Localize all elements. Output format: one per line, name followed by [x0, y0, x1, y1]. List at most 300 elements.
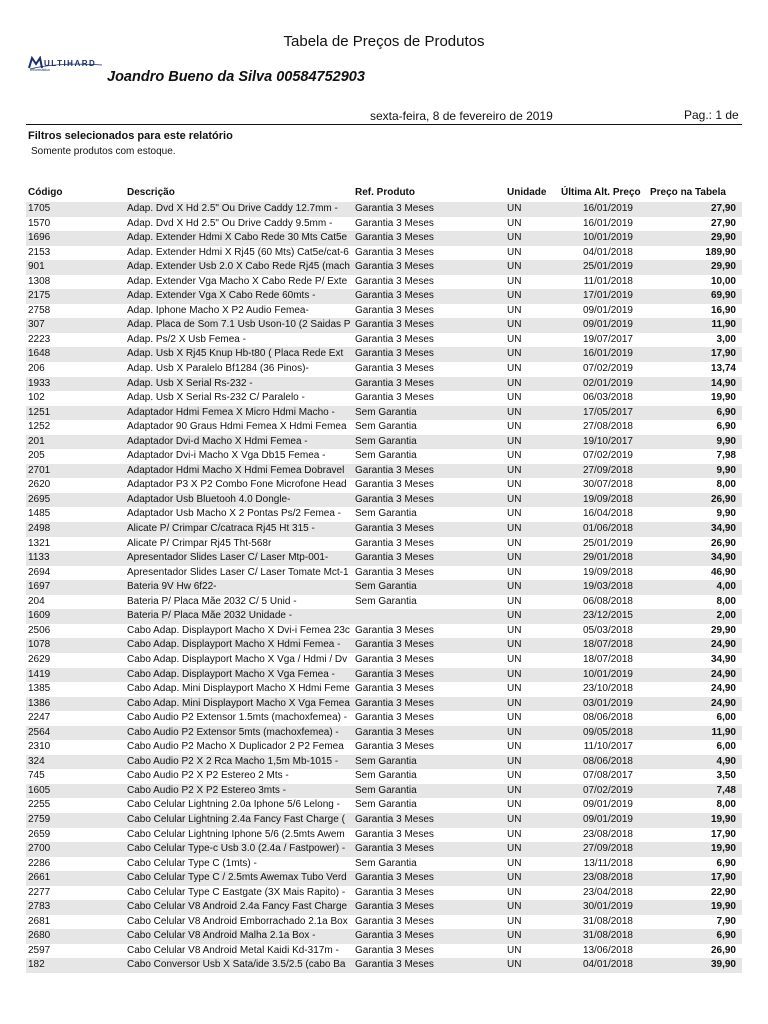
table-row [26, 886, 742, 901]
cell-description: Cabo Celular Lightning 2.4a Fancy Fast Charge ( [127, 813, 345, 825]
cell-description: Cabo Celular Type-c Usb 3.0 (2.4a / Fastpower) - [127, 843, 346, 855]
table-row [26, 755, 742, 770]
cell-description: Cabo Audio P2 Extensor 5mts (machoxfemea) - [127, 726, 339, 738]
cell-ref: Garantia 3 Meses [355, 479, 434, 491]
cell-description: Adaptador P3 X P2 Combo Fone Microfone Head [127, 479, 347, 491]
cell-description: Adap. Iphone Macho X P2 Audio Femea- [127, 304, 309, 316]
table-row [26, 915, 742, 930]
page-number: Pag.: 1 de [684, 108, 739, 122]
cell-unit: UN [507, 959, 522, 971]
cell-description: Cabo Celular Lightning Iphone 5/6 (2.5mts Awem [127, 828, 345, 840]
cell-description: Bateria 9V Hw 6f22- [127, 581, 217, 593]
cell-ref: Sem Garantia [355, 857, 417, 869]
cell-unit: UN [507, 392, 522, 404]
cell-price: 29,90 [710, 624, 736, 636]
cell-code: 1419 [28, 668, 51, 680]
cell-unit: UN [507, 348, 522, 360]
cell-date: 09/05/2018 [582, 726, 633, 738]
table-row [26, 929, 742, 944]
cell-price: 16,90 [710, 304, 736, 316]
cell-description: Cabo Audio P2 Macho X Duplicador 2 P2 Femea [127, 741, 344, 753]
cell-description: Cabo Celular V8 Android 2.4a Fancy Fast Charge [127, 901, 348, 913]
cell-unit: UN [507, 581, 522, 593]
cell-unit: UN [507, 828, 522, 840]
report-date: sexta-feira, 8 de fevereiro de 2019 [370, 109, 553, 123]
cell-unit: UN [507, 813, 522, 825]
table-row [26, 726, 742, 741]
cell-unit: UN [507, 319, 522, 331]
cell-code: 2759 [28, 813, 51, 825]
cell-date: 30/07/2018 [582, 479, 633, 491]
cell-date: 09/01/2019 [582, 304, 633, 316]
cell-code: 182 [28, 959, 45, 971]
cell-description: Adaptador Usb Macho X 2 Pontas Ps/2 Femea - [127, 508, 341, 520]
cell-ref: Sem Garantia [355, 406, 417, 418]
cell-code: 1385 [28, 683, 51, 695]
cell-date: 11/10/2017 [583, 741, 633, 753]
col-unit-header: Unidade [507, 187, 547, 198]
cell-ref: Garantia 3 Meses [355, 901, 434, 913]
cell-ref: Garantia 3 Meses [355, 915, 434, 927]
cell-description: Cabo Celular Type C Eastgate (3X Mais Rapito) - [127, 886, 346, 898]
cell-date: 11/01/2018 [583, 275, 633, 287]
cell-unit: UN [507, 479, 522, 491]
logo-subtext: Informática [30, 67, 50, 72]
cell-unit: UN [507, 595, 522, 607]
cell-ref: Garantia 3 Meses [355, 726, 434, 738]
cell-code: 2700 [28, 843, 51, 855]
cell-unit: UN [507, 886, 522, 898]
cell-ref: Garantia 3 Meses [355, 668, 434, 680]
cell-code: 1705 [28, 203, 51, 214]
cell-ref: Garantia 3 Meses [355, 552, 434, 564]
cell-description: Adaptador Hdmi Femea X Micro Hdmi Macho - [127, 406, 335, 418]
cell-date: 13/11/2018 [583, 857, 633, 869]
cell-ref: Garantia 3 Meses [355, 813, 434, 825]
table-row [26, 377, 742, 392]
cell-description: Cabo Conversor Usb X Sata/ide 3.5/2.5 (cabo Ba [127, 959, 346, 971]
cell-unit: UN [507, 304, 522, 316]
cell-description: Adaptador Usb Bluetooh 4.0 Dongle- [127, 493, 291, 505]
table-row [26, 420, 742, 435]
logo-text: ULTIHARD [44, 59, 97, 68]
cell-ref: Garantia 3 Meses [355, 348, 434, 360]
cell-ref: Garantia 3 Meses [355, 639, 434, 651]
cell-unit: UN [507, 653, 522, 665]
table-row [26, 202, 742, 217]
cell-code: 1251 [28, 406, 51, 418]
cell-ref: Garantia 3 Meses [355, 464, 434, 476]
cell-description: Cabo Audio P2 X 2 Rca Macho 1,5m Mb-1015 - [127, 755, 339, 767]
cell-ref: Garantia 3 Meses [355, 217, 434, 229]
cell-unit: UN [507, 770, 522, 782]
cell-code: 2223 [28, 333, 51, 345]
cell-date: 19/09/2018 [582, 566, 633, 578]
cell-code: 901 [28, 261, 45, 273]
cell-description: Cabo Adap. Displayport Macho X Vga Femea - [127, 668, 335, 680]
cell-price: 13,74 [710, 363, 736, 375]
cell-date: 07/02/2019 [582, 784, 633, 796]
cell-price: 9,90 [716, 464, 736, 476]
cell-date: 23/12/2015 [582, 610, 633, 622]
cell-date: 09/01/2019 [582, 813, 633, 825]
table-row [26, 740, 742, 755]
cell-unit: UN [507, 944, 522, 956]
cell-unit: UN [507, 261, 522, 273]
cell-price: 8,00 [716, 595, 736, 607]
cell-description: Cabo Celular V8 Android Malha 2.1a Box - [127, 930, 316, 942]
cell-ref: Garantia 3 Meses [355, 886, 434, 898]
cell-unit: UN [507, 668, 522, 680]
filters-title: Filtros selecionados para este relatório [28, 130, 233, 142]
cell-price: 14,90 [710, 377, 736, 389]
cell-ref: Sem Garantia [355, 435, 417, 447]
cell-date: 07/02/2019 [582, 450, 633, 462]
table-row [26, 944, 742, 959]
cell-code: 1252 [28, 421, 51, 433]
cell-date: 09/01/2019 [582, 799, 633, 811]
table-row [26, 580, 742, 595]
cell-code: 2629 [28, 653, 51, 665]
cell-price: 8,00 [716, 479, 736, 491]
cell-code: 1609 [28, 610, 51, 622]
cell-ref: Garantia 3 Meses [355, 653, 434, 665]
cell-ref: Garantia 3 Meses [355, 392, 434, 404]
cell-price: 24,90 [710, 639, 736, 651]
cell-price: 7,98 [716, 450, 736, 462]
cell-unit: UN [507, 915, 522, 927]
table-row [26, 624, 742, 639]
cell-price: 4,90 [716, 755, 736, 767]
cell-description: Bateria P/ Placa Mãe 2032 C/ 5 Unid - [127, 595, 297, 607]
cell-ref: Sem Garantia [355, 450, 417, 462]
company-name: Joandro Bueno da Silva 00584752903 [107, 69, 365, 85]
cell-unit: UN [507, 930, 522, 942]
table-row [26, 231, 742, 246]
cell-ref: Garantia 3 Meses [355, 930, 434, 942]
cell-price: 39,90 [710, 959, 736, 971]
cell-unit: UN [507, 246, 522, 258]
table-row [26, 478, 742, 493]
table-row [26, 551, 742, 566]
cell-date: 29/01/2018 [582, 552, 633, 564]
cell-date: 09/01/2019 [582, 319, 633, 331]
cell-date: 27/09/2018 [582, 464, 633, 476]
cell-price: 10,00 [710, 275, 736, 287]
cell-date: 05/03/2018 [582, 624, 633, 636]
cell-code: 2681 [28, 915, 51, 927]
table-row [26, 769, 742, 784]
cell-price: 19,90 [710, 392, 736, 404]
cell-date: 25/01/2019 [582, 261, 633, 273]
cell-description: Alicate P/ Crimpar Rj45 Tht-568r [127, 537, 272, 549]
cell-unit: UN [507, 683, 522, 695]
cell-unit: UN [507, 741, 522, 753]
table-row [26, 347, 742, 362]
table-row [26, 246, 742, 261]
table-row [26, 318, 742, 333]
cell-price: 19,90 [710, 901, 736, 913]
table-row [26, 435, 742, 450]
table-row [26, 507, 742, 522]
cell-ref: Garantia 3 Meses [355, 261, 434, 273]
cell-price: 22,90 [710, 886, 736, 898]
cell-description: Cabo Adap. Displayport Macho X Hdmi Femea - [127, 639, 341, 651]
cell-unit: UN [507, 610, 522, 622]
table-row [26, 813, 742, 828]
cell-price: 6,90 [716, 857, 736, 869]
table-row [26, 871, 742, 886]
cell-description: Adaptador 90 Graus Hdmi Femea X Hdmi Femea [127, 421, 347, 433]
cell-ref: Garantia 3 Meses [355, 377, 434, 389]
cell-ref: Garantia 3 Meses [355, 944, 434, 956]
cell-unit: UN [507, 755, 522, 767]
cell-description: Adap. Extender Usb 2.0 X Cabo Rede Rj45 (mach [127, 261, 350, 273]
table-row [26, 638, 742, 653]
cell-price: 6,90 [716, 406, 736, 418]
cell-code: 2498 [28, 523, 51, 535]
cell-code: 2564 [28, 726, 51, 738]
cell-date: 16/04/2018 [582, 508, 633, 520]
table-header [26, 186, 742, 200]
cell-ref: Sem Garantia [355, 595, 417, 607]
cell-description: Cabo Adap. Displayport Macho X Dvi-i Femea 23c [127, 624, 350, 636]
cell-price: 29,90 [710, 261, 736, 273]
cell-ref: Sem Garantia [355, 770, 417, 782]
table-row [26, 609, 742, 624]
cell-ref: Garantia 3 Meses [355, 872, 434, 884]
cell-date: 17/05/2017 [582, 406, 633, 418]
cell-code: 2286 [28, 857, 51, 869]
cell-date: 23/08/2018 [582, 872, 633, 884]
cell-date: 23/10/2018 [582, 683, 633, 695]
cell-date: 07/02/2019 [582, 363, 633, 375]
cell-date: 16/01/2019 [582, 203, 633, 214]
cell-date: 10/01/2019 [582, 668, 633, 680]
cell-description: Cabo Celular Lightning 2.0a Iphone 5/6 Lelong - [127, 799, 340, 811]
cell-code: 2175 [28, 290, 51, 302]
cell-code: 1605 [28, 784, 51, 796]
cell-date: 17/01/2019 [582, 290, 633, 302]
table-row [26, 449, 742, 464]
cell-unit: UN [507, 406, 522, 418]
cell-price: 9,90 [716, 508, 736, 520]
cell-price: 11,90 [711, 319, 736, 331]
cell-date: 08/06/2018 [582, 712, 633, 724]
cell-code: 1485 [28, 508, 51, 520]
cell-description: Adap. Dvd X Hd 2.5" Ou Drive Caddy 12.7mm - [127, 203, 338, 214]
cell-ref: Garantia 3 Meses [355, 523, 434, 535]
col-ref-header: Ref. Produto [355, 187, 415, 198]
cell-unit: UN [507, 726, 522, 738]
cell-price: 2,00 [716, 610, 736, 622]
cell-code: 2783 [28, 901, 51, 913]
cell-unit: UN [507, 464, 522, 476]
cell-description: Alicate P/ Crimpar C/catraca Rj45 Ht 315 - [127, 523, 315, 535]
cell-ref: Garantia 3 Meses [355, 828, 434, 840]
cell-code: 1078 [28, 639, 51, 651]
cell-unit: UN [507, 624, 522, 636]
cell-code: 1386 [28, 697, 51, 709]
cell-ref: Garantia 3 Meses [355, 959, 434, 971]
cell-code: 2277 [28, 886, 51, 898]
table-row [26, 682, 742, 697]
table-row [26, 595, 742, 610]
cell-code: 2695 [28, 493, 51, 505]
cell-date: 27/09/2018 [582, 843, 633, 855]
cell-code: 201 [28, 435, 45, 447]
table-row [26, 784, 742, 799]
product-table [26, 202, 742, 973]
cell-unit: UN [507, 377, 522, 389]
cell-unit: UN [507, 275, 522, 287]
col-desc-header: Descrição [127, 187, 175, 198]
cell-ref: Garantia 3 Meses [355, 624, 434, 636]
cell-description: Adaptador Dvi-i Macho X Vga Db15 Femea - [127, 450, 326, 462]
cell-ref: Garantia 3 Meses [355, 537, 434, 549]
table-row [26, 275, 742, 290]
cell-code: 1648 [28, 348, 51, 360]
cell-description: Cabo Audio P2 X P2 Estereo 2 Mts - [127, 770, 289, 782]
cell-description: Apresentador Slides Laser C/ Laser Tomate Mct-1 [127, 566, 349, 578]
cell-ref: Garantia 3 Meses [355, 290, 434, 302]
cell-ref: Sem Garantia [355, 799, 417, 811]
cell-code: 1696 [28, 232, 51, 244]
cell-code: 2620 [28, 479, 51, 491]
cell-price: 26,90 [710, 537, 736, 549]
cell-code: 1133 [28, 552, 50, 564]
cell-description: Adap. Extender Vga X Cabo Rede 60mts - [127, 290, 316, 302]
cell-unit: UN [507, 784, 522, 796]
cell-description: Adap. Placa de Som 7.1 Usb Uson-10 (2 Saidas P [127, 319, 351, 331]
cell-unit: UN [507, 217, 522, 229]
cell-code: 2597 [28, 944, 51, 956]
table-row [26, 711, 742, 726]
cell-code: 205 [28, 450, 45, 462]
cell-ref: Garantia 3 Meses [355, 363, 434, 375]
cell-code: 206 [28, 363, 45, 375]
cell-price: 17,90 [710, 348, 736, 360]
cell-price: 17,90 [710, 828, 736, 840]
cell-unit: UN [507, 697, 522, 709]
cell-unit: UN [507, 290, 522, 302]
table-row [26, 289, 742, 304]
cell-code: 307 [28, 319, 45, 331]
cell-price: 29,90 [710, 232, 736, 244]
cell-price: 3,50 [716, 770, 736, 782]
cell-code: 2701 [28, 464, 51, 476]
cell-ref: Garantia 3 Meses [355, 741, 434, 753]
cell-price: 26,90 [710, 944, 736, 956]
cell-code: 2659 [28, 828, 51, 840]
cell-price: 7,90 [716, 915, 736, 927]
cell-price: 6,90 [716, 421, 736, 433]
cell-description: Bateria P/ Placa Mãe 2032 Unidade - [127, 610, 293, 622]
cell-description: Adap. Extender Vga Macho X Cabo Rede P/ Exte [127, 275, 348, 287]
cell-description: Cabo Audio P2 Extensor 1.5mts (machoxfemea) - [127, 712, 348, 724]
table-row [26, 842, 742, 857]
cell-code: 1570 [28, 217, 51, 229]
cell-code: 745 [28, 770, 45, 782]
cell-date: 04/01/2018 [582, 246, 633, 258]
report-title: Tabela de Preços de Produtos [283, 33, 485, 50]
table-row [26, 857, 742, 872]
cell-unit: UN [507, 203, 522, 214]
table-row [26, 958, 742, 973]
cell-code: 2680 [28, 930, 51, 942]
cell-code: 2255 [28, 799, 51, 811]
company-logo [28, 56, 104, 74]
cell-unit: UN [507, 872, 522, 884]
cell-date: 19/03/2018 [582, 581, 633, 593]
cell-price: 6,00 [716, 712, 736, 724]
col-price-header: Preço na Tabela [650, 187, 726, 198]
table-row [26, 217, 742, 232]
cell-unit: UN [507, 566, 522, 578]
cell-price: 17,90 [710, 872, 736, 884]
cell-date: 06/08/2018 [582, 595, 633, 607]
cell-unit: UN [507, 363, 522, 375]
cell-ref: Sem Garantia [355, 581, 417, 593]
cell-code: 1697 [28, 581, 51, 593]
cell-unit: UN [507, 712, 522, 724]
cell-price: 24,90 [710, 683, 736, 695]
cell-date: 30/01/2019 [582, 901, 633, 913]
table-row [26, 406, 742, 421]
table-row [26, 900, 742, 915]
cell-date: 31/08/2018 [582, 930, 633, 942]
cell-date: 19/09/2018 [582, 493, 633, 505]
cell-price: 34,90 [710, 552, 736, 564]
cell-ref: Sem Garantia [355, 508, 417, 520]
cell-ref: Garantia 3 Meses [355, 246, 434, 258]
header-divider [26, 124, 742, 125]
cell-ref: Garantia 3 Meses [355, 275, 434, 287]
cell-description: Cabo Adap. Displayport Macho X Vga / Hdmi / Dv [127, 653, 348, 665]
cell-unit: UN [507, 421, 522, 433]
cell-unit: UN [507, 232, 522, 244]
cell-price: 24,90 [710, 668, 736, 680]
cell-description: Adap. Usb X Paralelo Bf1284 (36 Pinos)- [127, 363, 309, 375]
cell-description: Adaptador Hdmi Macho X Hdmi Femea Dobravel [127, 464, 345, 476]
cell-ref: Garantia 3 Meses [355, 697, 434, 709]
cell-date: 10/01/2019 [582, 232, 633, 244]
cell-price: 46,90 [710, 566, 736, 578]
cell-date: 27/08/2018 [582, 421, 633, 433]
cell-ref: Garantia 3 Meses [355, 712, 434, 724]
cell-unit: UN [507, 901, 522, 913]
table-row [26, 522, 742, 537]
cell-unit: UN [507, 537, 522, 549]
cell-price: 19,90 [710, 813, 736, 825]
table-row [26, 566, 742, 581]
cell-date: 23/04/2018 [582, 886, 633, 898]
cell-ref: Garantia 3 Meses [355, 232, 434, 244]
cell-date: 13/06/2018 [582, 944, 633, 956]
cell-price: 8,00 [716, 799, 736, 811]
cell-ref: Sem Garantia [355, 755, 417, 767]
cell-unit: UN [507, 333, 522, 345]
cell-description: Adap. Usb X Serial Rs-232 - [127, 377, 253, 389]
cell-description: Adap. Ps/2 X Usb Femea - [127, 333, 246, 345]
table-row [26, 537, 742, 552]
table-row [26, 391, 742, 406]
cell-price: 189,90 [705, 246, 736, 258]
cell-unit: UN [507, 799, 522, 811]
cell-unit: UN [507, 435, 522, 447]
cell-unit: UN [507, 523, 522, 535]
cell-description: Adap. Dvd X Hd 2.5" Ou Drive Caddy 9.5mm - [127, 217, 333, 229]
